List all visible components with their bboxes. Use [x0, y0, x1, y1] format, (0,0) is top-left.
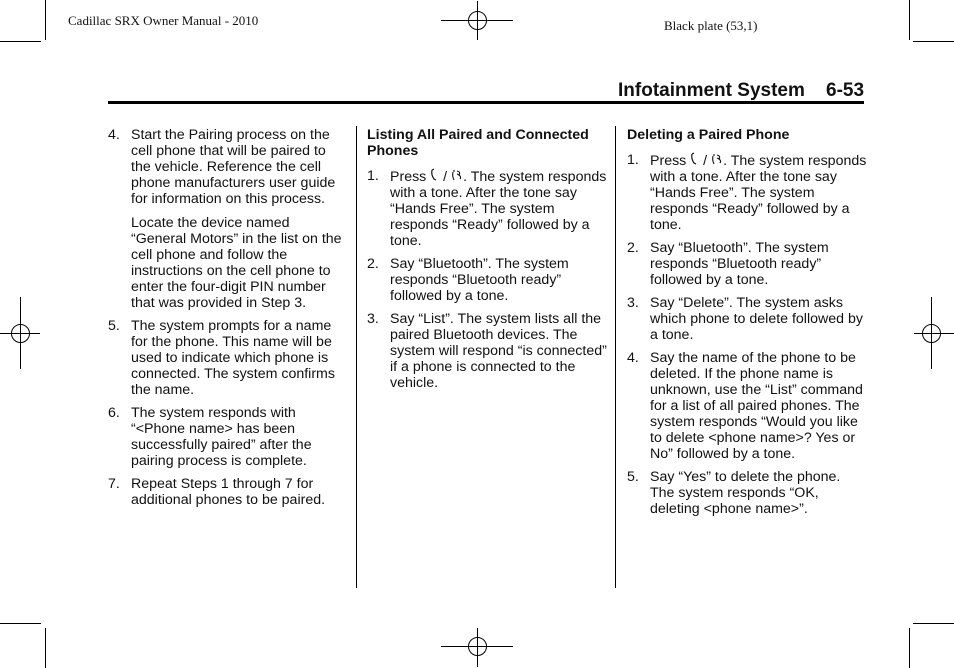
step-text: . The system responds with a tone. After the tone say “Hands Free”. The system responds “Ready” followed by a tone. [390, 169, 607, 249]
list-item [627, 152, 867, 233]
column-2 [367, 127, 607, 398]
step-number: 4. [108, 127, 120, 143]
step-text: The system prompts for a name for the phone. This name will be used to indicate which phone is connected. The system confirms the name. [131, 318, 335, 398]
step-text: Say “Bluetooth”. The system responds “Bluetooth ready” followed by a tone. [390, 256, 569, 304]
step-press-label: Press [650, 153, 687, 169]
step-text: Start the Pairing process on the cell phone that will be paired to the vehicle. Reference the cell phone manufacturers user guide for information on this process. [131, 127, 336, 207]
list-item [108, 318, 348, 398]
column-divider [615, 126, 616, 588]
step-text: Say “List”. The system lists all the paired Bluetooth devices. The system will respond “is connected” if a phone is connected to the vehicle. [390, 311, 607, 391]
step-number: 4. [627, 350, 639, 366]
phone-handset-icon [690, 152, 699, 166]
step-text: Repeat Steps 1 through 7 for additional phones to be paired. [131, 476, 326, 508]
list-item [367, 168, 607, 249]
list-item [627, 469, 867, 517]
step-number: 5. [627, 469, 639, 485]
step-number: 6. [108, 405, 120, 421]
column-3 [627, 127, 867, 524]
voice-recognition-icon [451, 168, 463, 182]
header-plate-label: Black plate (53,1) [664, 18, 758, 33]
section-heading: Deleting a Paired Phone [627, 127, 790, 143]
step-note: Locate the device named “General Motors” in the list on the cell phone and follow the instructions on the cell phone to enter the four-digit PIN number that was provided in Step 3. [131, 215, 342, 311]
phone-handset-icon [430, 168, 439, 182]
list-item [108, 405, 348, 469]
step-text: The system responds with “<Phone name> has been successfully paired” after the pairing process is complete. [131, 405, 312, 469]
step-number: 7. [108, 476, 120, 492]
step-text: Say “Yes” to delete the phone. The system responds “OK, deleting <phone name>”. [650, 469, 841, 517]
step-number: 1. [627, 152, 639, 168]
column-divider [356, 126, 357, 588]
step-number: 3. [367, 311, 379, 327]
step-text: Say the name of the phone to be deleted. If the phone name is unknown, use the “List” command for a list of all paired phones. The system responds “Would you like to delete <phone name>? Yes or No” followed by a tone. [650, 350, 863, 462]
step-number: 3. [627, 295, 639, 311]
step-text: Say “Delete”. The system asks which phone to delete followed by a tone. [650, 295, 863, 343]
step-number: 1. [367, 168, 379, 184]
section-heading: Listing All Paired and Connected Phones [367, 127, 589, 159]
list-item [367, 256, 607, 304]
step-text: . The system responds with a tone. After the tone say “Hands Free”. The system responds “Ready” followed by a tone. [650, 153, 867, 233]
step-number: 2. [367, 256, 379, 272]
section-title: Infotainment System [618, 80, 805, 101]
step-press-label: Press [390, 169, 427, 185]
header-manual-title: Cadillac SRX Owner Manual - 2010 [68, 13, 259, 28]
step-slash: / [703, 153, 708, 169]
page-number: 6-53 [826, 80, 865, 101]
step-slash: / [443, 169, 448, 185]
step-number: 5. [108, 318, 120, 334]
header-rule [108, 101, 864, 104]
list-item [627, 240, 867, 288]
step-text: Say “Bluetooth”. The system responds “Bluetooth ready” followed by a tone. [650, 240, 829, 288]
list-item [108, 127, 348, 207]
list-item [627, 350, 867, 462]
list-item [108, 476, 348, 508]
column-1 [108, 127, 348, 515]
step-number: 2. [627, 240, 639, 256]
list-item [367, 311, 607, 391]
list-item [627, 295, 867, 343]
voice-recognition-icon [711, 152, 723, 166]
